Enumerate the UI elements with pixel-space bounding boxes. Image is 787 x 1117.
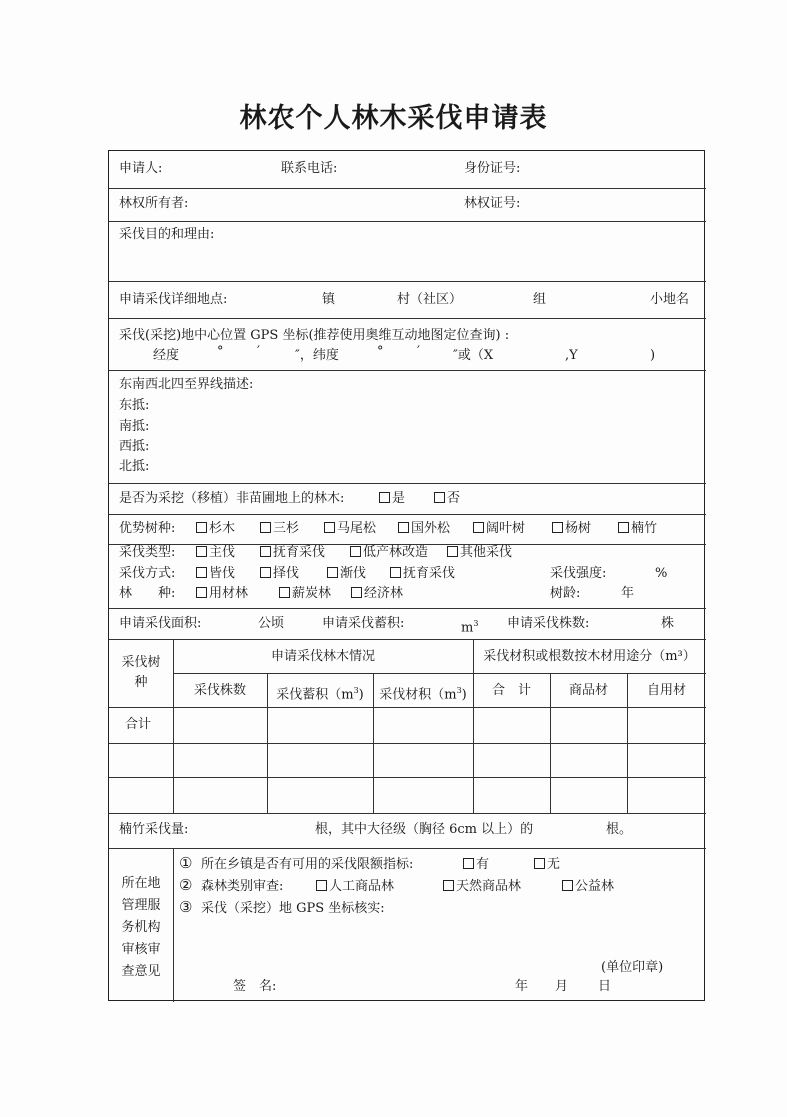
checkbox-icon [443,880,454,891]
cut-intensity-label: 采伐强度: [550,566,607,581]
applicant-label: 申请人: [119,161,163,176]
checkbox-icon [434,492,445,503]
checkbox-icon [279,587,290,598]
forest-type-label: 林 种: [119,586,176,601]
review-num-3: ③ [179,898,193,916]
location-group: 组 [533,292,547,307]
checkbox-icon [562,880,573,891]
area-unit: 公顷 [258,616,285,631]
forest-type-option[interactable]: 经济林 [351,586,403,602]
count-unit: 株 [661,616,675,631]
cut-type-option[interactable]: 其他采伐 [447,545,512,561]
checkbox-icon [324,522,335,533]
purpose-label: 采伐目的和理由: [119,227,215,242]
bamboo-unit: 根。 [606,822,633,837]
cut-method-option[interactable]: 择伐 [260,566,299,582]
checkbox-icon [379,492,390,503]
area-label: 申请采伐面积: [119,616,202,631]
signature-label: 签 名: [233,979,277,994]
review-q2: 森林类别审查: [201,879,284,894]
cut-type-option[interactable]: 主伐 [196,545,235,561]
boundary-north: 北抵: [119,459,150,474]
review-q1-no[interactable]: 无 [534,857,560,873]
cut-type-label: 采伐类型: [119,545,176,560]
review-q2-option[interactable]: 公益林 [562,879,614,895]
tree-age-label: 树龄: [550,586,581,601]
transplant-yes[interactable]: 是 [379,491,405,507]
gps-min2: ′ [417,344,420,359]
cut-intensity-unit: % [655,566,668,581]
volume-unit: $m^3$ [461,619,479,636]
cut-type-option[interactable]: 抚育采伐 [260,545,325,561]
cut-method-label: 采伐方式: [119,566,176,581]
cut-method-option[interactable]: 皆伐 [196,566,235,582]
review-q2-option[interactable]: 人工商品林 [316,879,394,895]
review-side-label: 所在地 管理服 务机构 审核审 查意见 [121,876,161,979]
species-label: 优势树种: [119,521,176,536]
checkbox-icon [316,880,327,891]
page-title: 林农个人林木采伐申请表 [239,103,548,134]
review-q3: 采伐（采挖）地 GPS 坐标核实: [201,901,385,916]
col-timber-volume: 采伐材积$(m^3)$ [379,686,467,703]
col-total: 合 计 [491,683,531,698]
checkbox-icon [260,546,271,557]
table-species-header: 采伐树种 [121,655,161,690]
volume-label: 申请采伐蓄积: [322,616,405,631]
forest-owner-label: 林权所有者: [119,196,189,211]
checkbox-icon [552,522,563,533]
review-q1: 所在乡镇是否有可用的采伐限额指标: [201,857,414,872]
review-q2-option[interactable]: 天然商品林 [443,879,521,895]
checkbox-icon [260,567,271,578]
checkbox-icon [327,567,338,578]
review-q1-yes[interactable]: 有 [463,857,489,873]
species-option[interactable]: 三杉 [260,521,299,537]
col-stem-count: 采伐株数 [193,683,246,698]
cut-method-option[interactable]: 抚育采伐 [390,566,455,582]
table-group-request: 申请采伐林木情况 [270,649,375,664]
id-number-label: 身份证号: [464,161,521,176]
checkbox-icon [260,522,271,533]
checkbox-icon [398,522,409,533]
gps-y: ,Y [565,348,578,363]
species-option[interactable]: 马尾松 [324,521,376,537]
gps-longitude: 经度 [153,348,180,363]
review-num-1: ① [179,854,193,872]
gps-deg: ° [217,344,224,359]
forest-cert-label: 林权证号: [464,196,521,211]
boundary-east: 东抵: [119,398,150,413]
boundary-label: 东南西北四至界线描述: [119,377,254,392]
checkbox-icon [350,546,361,557]
species-option[interactable]: 杨树 [552,521,591,537]
checkbox-icon [473,522,484,533]
tree-age-unit: 年 [621,586,635,601]
gps-deg2: ° [377,344,384,359]
transplant-no[interactable]: 否 [434,491,460,507]
checkbox-icon [196,587,207,598]
checkbox-icon [463,858,474,869]
checkbox-icon [618,522,629,533]
col-self-use: 自用材 [646,683,686,698]
boundary-south: 南抵: [119,419,150,434]
species-option[interactable]: 楠竹 [618,521,657,537]
checkbox-icon [196,546,207,557]
species-option[interactable]: 阔叶树 [473,521,525,537]
unit-seal: (单位印章) [601,960,664,975]
location-place: 小地名 [650,292,690,307]
checkbox-icon [351,587,362,598]
cut-type-option[interactable]: 低产林改造 [350,545,428,561]
checkbox-icon [196,522,207,533]
col-stock-volume: 采伐蓄积$(m^3)$ [276,686,364,703]
phone-label: 联系电话: [281,161,338,176]
gps-sec-lat: ″，纬度 [295,348,339,363]
cut-method-option[interactable]: 渐伐 [327,566,366,582]
table-group-usage: 采伐材积或根数按木材用途分（m³） [483,649,696,664]
checkbox-icon [390,567,401,578]
gps-sec2: ″或（X [453,348,494,363]
application-form [108,150,705,1001]
date-day: 日 [598,979,612,994]
gps-min: ′ [257,344,260,359]
checkbox-icon [534,858,545,869]
species-option[interactable]: 杉木 [196,521,235,537]
location-village: 村（社区） [397,292,463,307]
table-total-label: 合计 [125,717,152,732]
checkbox-icon [196,567,207,578]
location-town: 镇 [322,292,336,307]
bamboo-mid: 根，其中大径级（胸径 6cm 以上）的 [315,822,534,837]
date-year: 年 [515,979,529,994]
forest-type-option[interactable]: 薪炭林 [279,586,331,602]
boundary-west: 西抵: [119,439,150,454]
date-month: 月 [555,979,569,994]
gps-label: 采伐(采挖)地中心位置 GPS 坐标(推荐使用奥维互动地图定位查询) : [119,328,510,343]
count-label: 申请采伐株数: [507,616,590,631]
col-commercial: 商品材 [568,683,608,698]
bamboo-label: 楠竹采伐量: [119,822,189,837]
gps-close: ) [650,348,656,363]
species-option[interactable]: 国外松 [398,521,450,537]
transplant-question: 是否为采挖（移植）非苗圃地上的林木: [119,491,345,506]
review-num-2: ② [179,876,193,894]
checkbox-icon [447,546,458,557]
forest-type-option[interactable]: 用材林 [196,586,248,602]
location-label: 申请采伐详细地点: [119,292,228,307]
